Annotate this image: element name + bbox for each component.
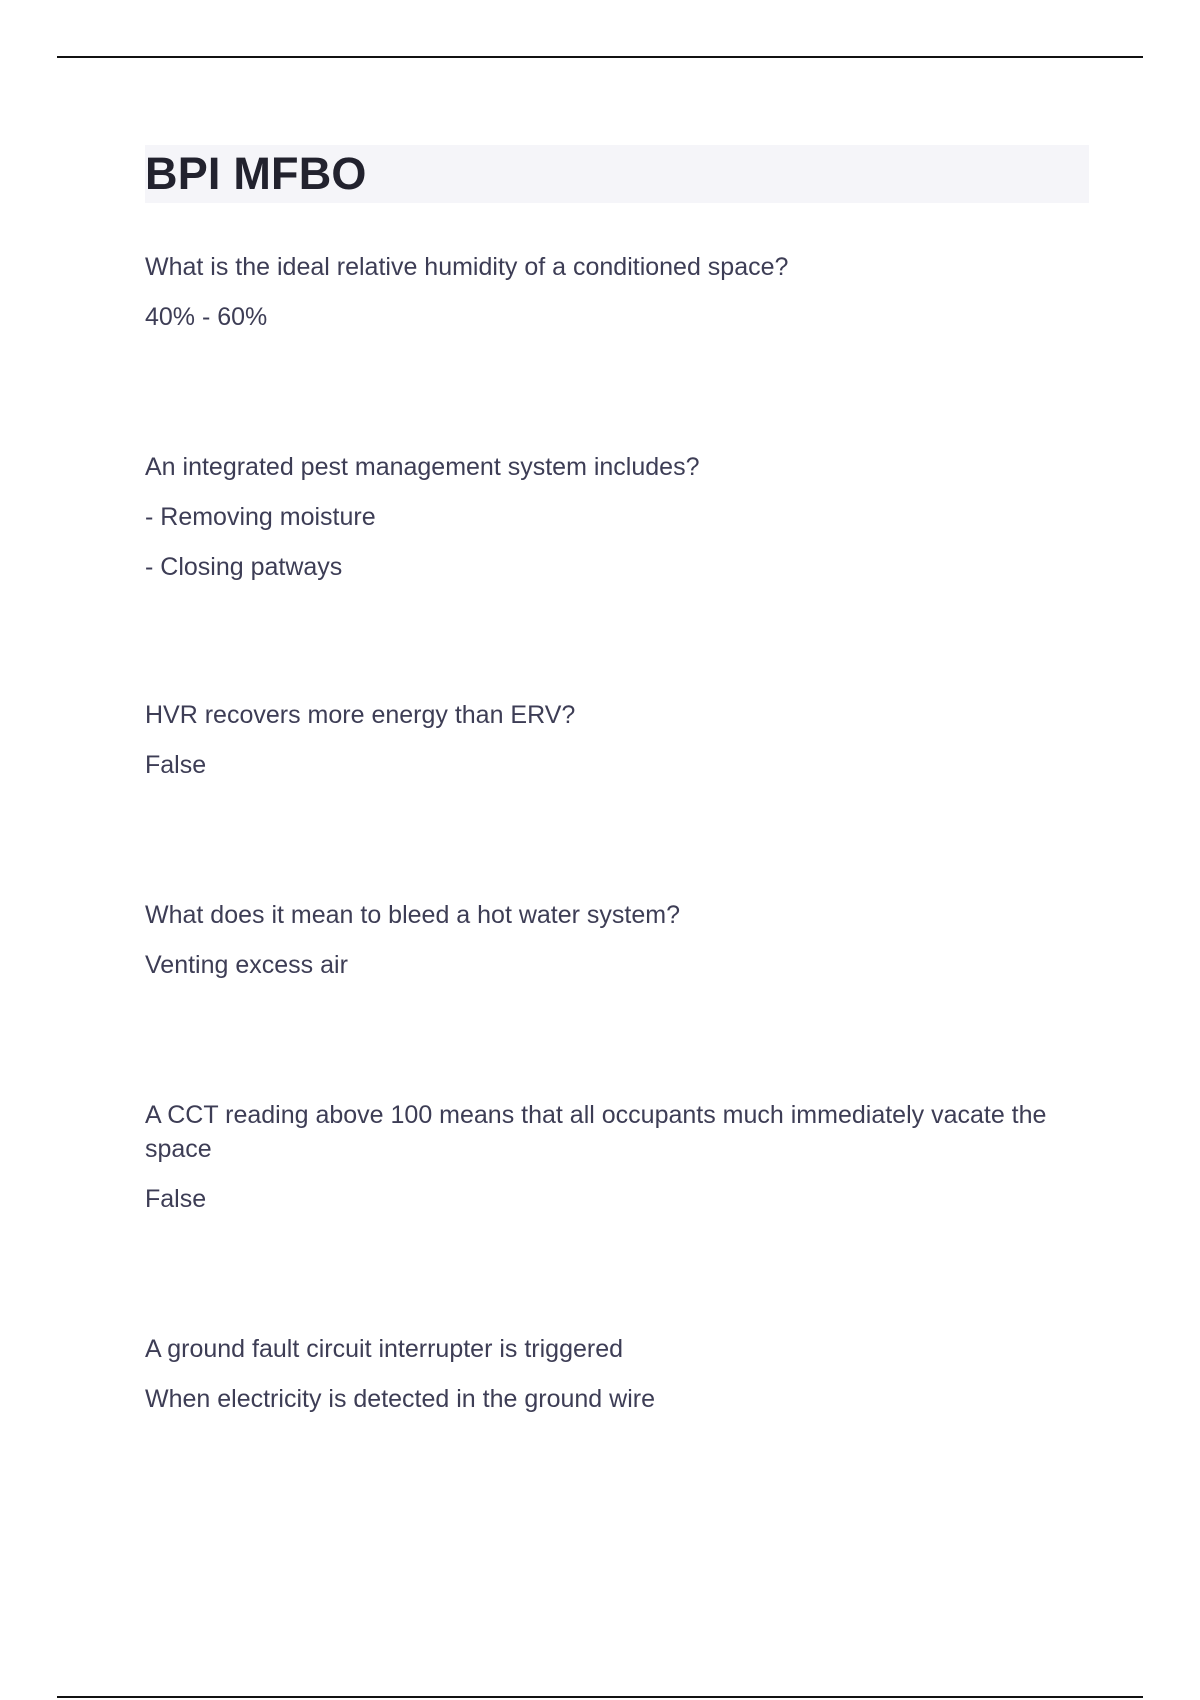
bottom-rule: [57, 1696, 1143, 1698]
answer-3-line-1: False: [145, 751, 207, 779]
question-6: A ground fault circuit interrupter is triggered: [145, 1335, 624, 1363]
qa-item-5: [145, 1098, 1095, 1216]
answer-1-line-1: 40% - 60%: [145, 303, 268, 331]
question-2: An integrated pest management system includes?: [145, 453, 700, 481]
answer-5-line-1: False: [145, 1185, 207, 1213]
qa-item-1: [145, 250, 1095, 334]
question-1: What is the ideal relative humidity of a conditioned space?: [145, 253, 789, 281]
question-4: What does it mean to bleed a hot water system?: [145, 901, 680, 929]
document-title: BPI MFBO: [145, 148, 367, 199]
qa-item-2: [145, 450, 1095, 584]
qa-item-4: [145, 898, 1095, 982]
qa-item-6: [145, 1332, 1095, 1416]
answer-2-line-2: - Closing patways: [145, 553, 343, 581]
question-5: A CCT reading above 100 means that all occupants much immediately vacate the space: [145, 1101, 1047, 1163]
answer-4-line-1: Venting excess air: [145, 951, 348, 979]
answer-2-line-1: - Removing moisture: [145, 503, 376, 531]
top-rule: [57, 56, 1143, 58]
qa-item-3: [145, 698, 1095, 782]
question-3: HVR recovers more energy than ERV?: [145, 701, 576, 729]
answer-6-line-1: When electricity is detected in the ground wire: [145, 1385, 655, 1413]
